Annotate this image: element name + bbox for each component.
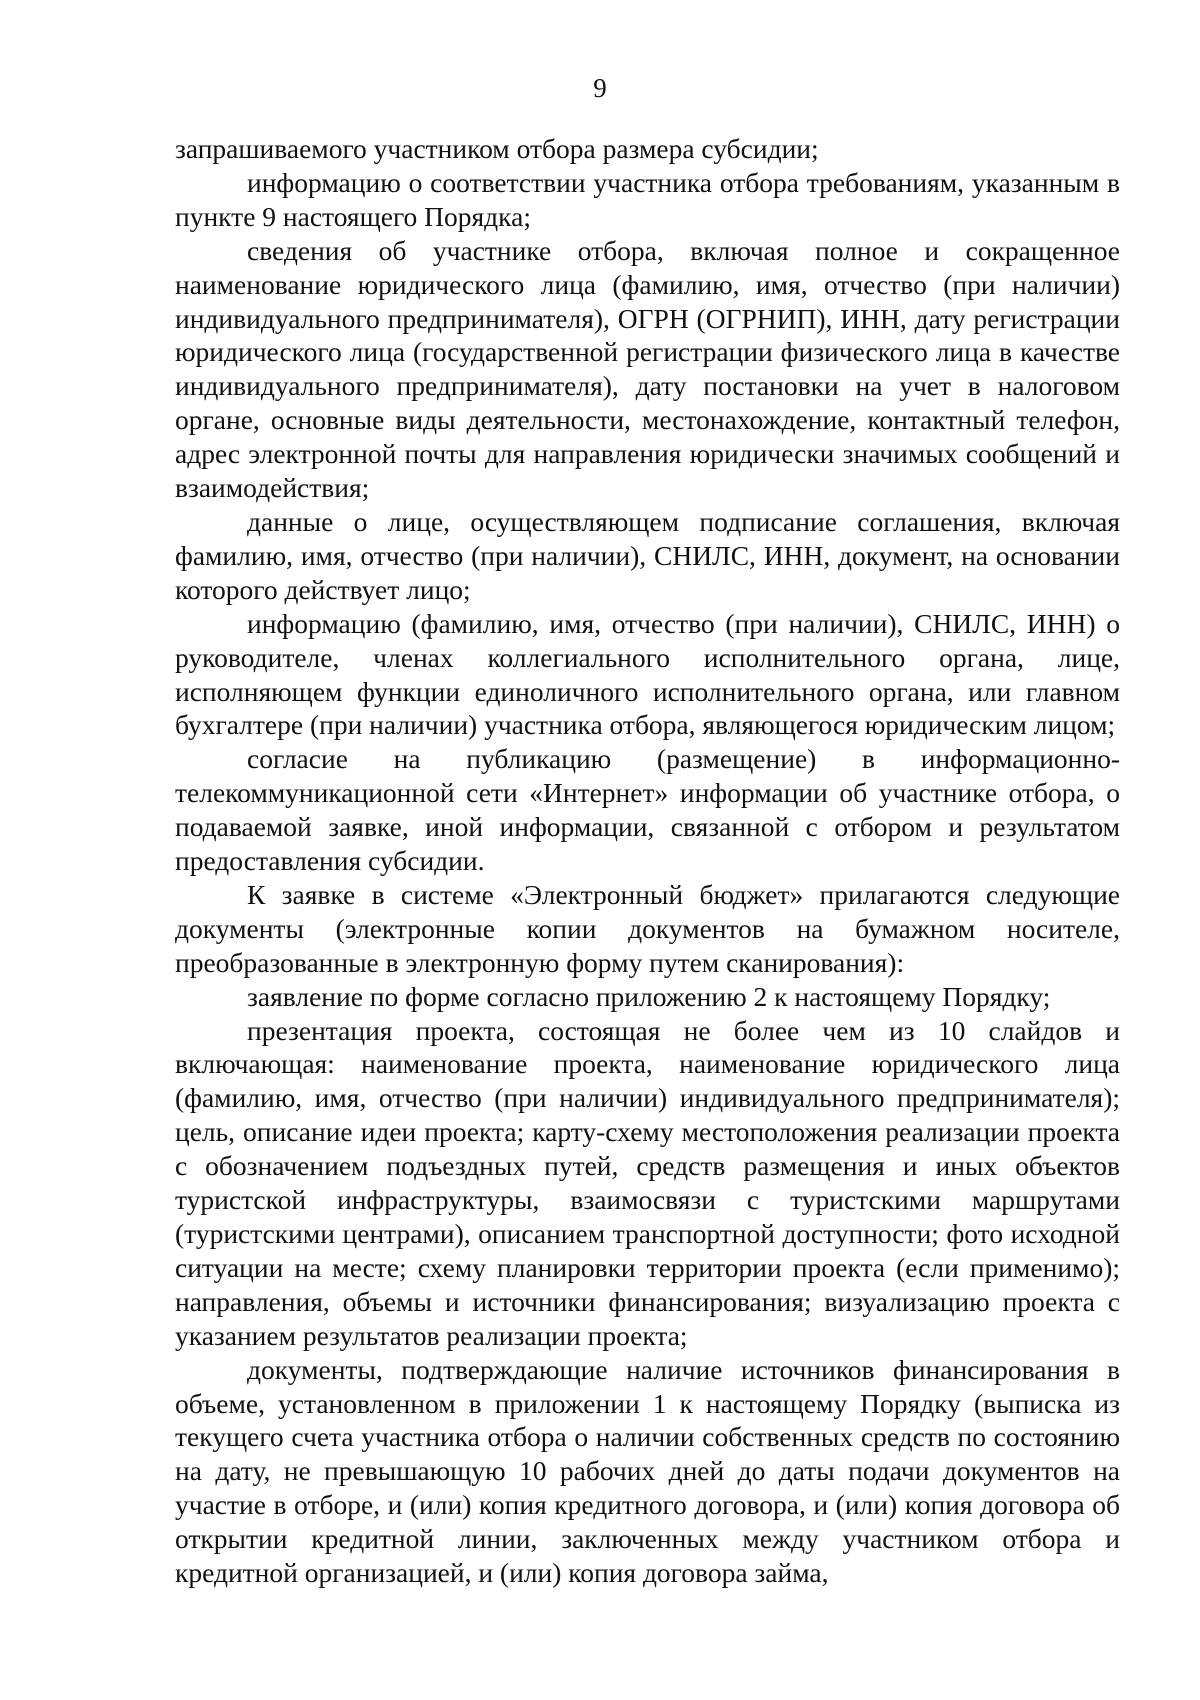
paragraph-attached-documents: К заявке в системе «Электронный бюджет» прилагаются следующие документы (электронные копии документов на бумажном носителе, преобразованные в электронную форму путем сканирования): bbox=[175, 878, 1120, 978]
paragraph-publication-consent: согласие на публикацию (размещение) в информационно-телекоммуникационной сети «Интернет» информации об участнике отбора, о подаваемой заявке, иной информации, связанной с отбором и результатом предоставления субсидии. bbox=[175, 743, 1120, 877]
paragraph-management-info: информацию (фамилию, имя, отчество (при наличии), СНИЛС, ИНН) о руководителе, членах коллегиального исполнительного органа, лице, исполняющем функции единоличного исполнительного органа, или главном бухгалтере (при наличии) участника отбора, являющегося юридическим лицом; bbox=[175, 607, 1120, 741]
paragraph-signatory-data: данные о лице, осуществляющем подписание соглашения, включая фамилию, имя, отчество (при наличии), СНИЛС, ИНН, документ, на основании которого действует лицо; bbox=[175, 505, 1120, 605]
paragraph-subsidy-amount: запрашиваемого участником отбора размера субсидии; bbox=[175, 133, 819, 164]
paragraph-funding-documents: документы, подтверждающие наличие источников финансирования в объеме, установленном в приложении 1 к настоящему Порядку (выписка из текущего счета участника отбора о наличии собственных средств по состоянию на дату, не превышающую 10 рабочих дней до даты подачи документов на участие в отборе, и (или) копия кредитного договора, и (или) копия договора об открытии кредитной линии, заключенных между участником отбора и кредитной организацией, и (или) копия договора займа, bbox=[175, 1353, 1120, 1589]
paragraph-project-presentation: презентация проекта, состоящая не более чем из 10 слайдов и включающая: наименование проекта, наименование юридического лица (фамилию, имя, отчество (при наличии) индивидуального предпринимателя); цель, описание идеи проекта; карту-схему местоположения реализации проекта с обозначением подъездных путей, средств размещения и иных объектов туристской инфраструктуры, взаимосвязи с туристскими маршрутами (туристскими центрами), описанием транспортной доступности; фото исходной ситуации на месте; схему планировки территории проекта (если применимо); направления, объемы и источники финансирования; визуализацию проекта с указанием результатов реализации проекта; bbox=[175, 1014, 1120, 1351]
page-number: 9 bbox=[593, 73, 607, 103]
document-body bbox=[175, 132, 1120, 1590]
paragraph-application-form: заявление по форме согласно приложению 2 к настоящему Порядку; bbox=[247, 980, 1051, 1012]
paragraph-requirements-compliance: информацию о соответствии участника отбора требованиям, указанным в пункте 9 настоящего Порядка; bbox=[175, 166, 1120, 232]
paragraph-participant-info: сведения об участнике отбора, включая полное и сокращенное наименование юридического лица (фамилию, имя, отчество (при наличии) индивидуального предпринимателя), ОГРН (ОГРНИП), ИНН, дату регистрации юридического лица (государственной регистрации физического лица в качестве индивидуального предпринимателя), дату постановки на учет в налоговом органе, основные виды деятельности, местонахождение, контактный телефон, адрес электронной почты для направления юридически значимых сообщений и взаимодействия; bbox=[175, 234, 1120, 504]
